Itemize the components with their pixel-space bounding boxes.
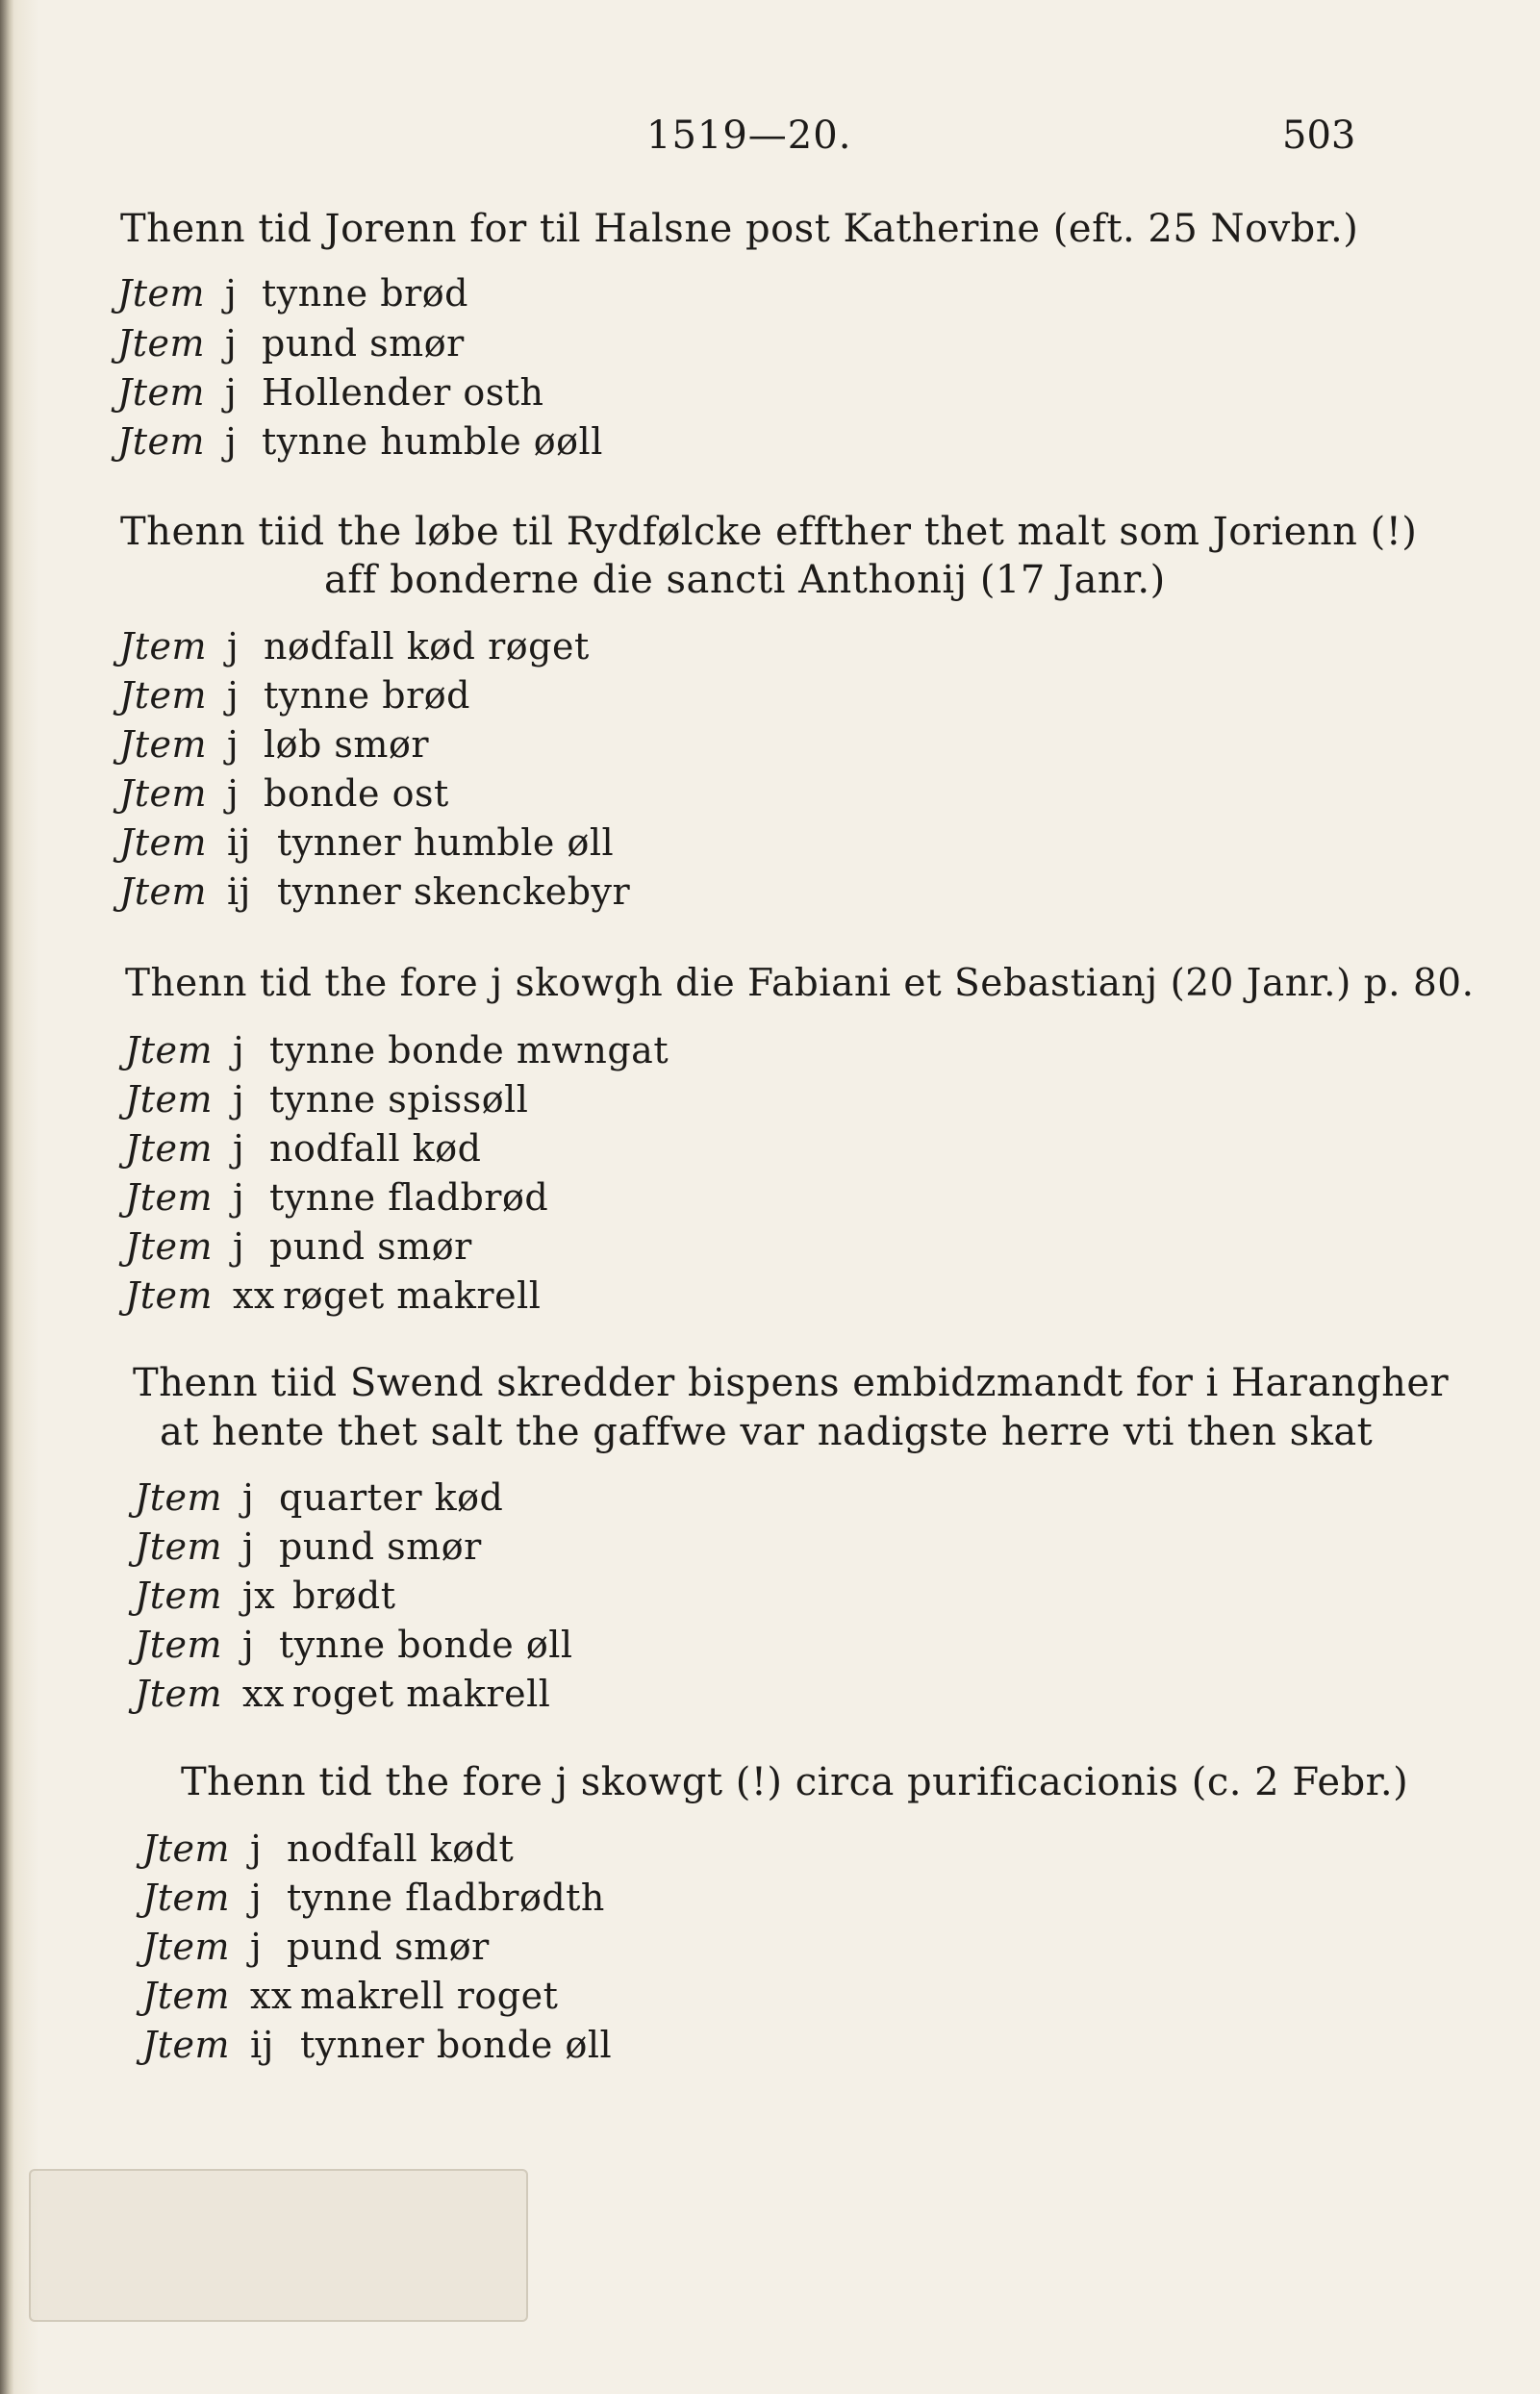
list-item: Jtem j tynne fladbrød	[125, 1176, 549, 1219]
list-item: Jtem xx røget makrell	[125, 1274, 542, 1317]
list-item: Jtem j pund smør	[135, 1525, 482, 1568]
list-item: Jtem ij tynner bonde øll	[142, 2024, 613, 2066]
list-item: Jtem jx brødt	[135, 1575, 396, 1617]
list-item: Jtem ij tynner humble øll	[119, 821, 615, 864]
book-spine-edge	[0, 0, 13, 2394]
list-item: Jtem j Hollender osth	[117, 371, 544, 414]
list-item: Jtem xx makrell roget	[142, 1975, 559, 2017]
section-heading: Thenn tid the fore j skowgh die Fabiani et Sebastianj (20 Janr.) p. 80.	[125, 962, 1475, 1005]
list-item: Jtem j nodfall kød	[125, 1127, 482, 1170]
list-item: Jtem j tynne spissøll	[125, 1078, 529, 1121]
page-number: 503	[1282, 113, 1356, 158]
list-item: Jtem j pund smør	[125, 1225, 472, 1268]
list-item: Jtem j nodfall kødt	[142, 1827, 515, 1870]
list-item: Jtem j tynne bonde mwngat	[125, 1029, 669, 1071]
list-item: Jtem j quarter kød	[135, 1476, 504, 1519]
section-heading: Thenn tiid the løbe til Rydfølcke effther thet malt som Jorienn (!)	[120, 510, 1418, 554]
list-item: Jtem j tynne brød	[119, 674, 470, 717]
list-item: Jtem j tynne humble øøll	[117, 420, 603, 463]
list-item: Jtem j tynne brød	[117, 272, 468, 315]
running-head: 1519—20.	[646, 113, 852, 158]
section-heading: Thenn tid the fore j skowgt (!) circa purificacionis (c. 2 Febr.)	[181, 1760, 1409, 1804]
list-item: Jtem j nødfall kød røget	[119, 625, 590, 668]
page-header	[0, 113, 1540, 171]
list-item: Jtem j pund smør	[142, 1926, 490, 1968]
section-heading: Thenn tid Jorenn for til Halsne post Katherine (eft. 25 Novbr.)	[120, 207, 1359, 251]
list-item: Jtem j tynne bonde øll	[135, 1624, 573, 1666]
list-item: Jtem j bonde ost	[119, 772, 449, 815]
list-item: Jtem ij tynner skenckebyr	[119, 870, 631, 913]
section-heading: Thenn tiid Swend skredder bispens embidzmandt for i Harangher	[133, 1361, 1450, 1405]
list-item: Jtem xx roget makrell	[135, 1673, 551, 1715]
paper-stain	[29, 2169, 528, 2322]
list-item: Jtem j løb smør	[119, 723, 430, 766]
list-item: Jtem j tynne fladbrødth	[142, 1877, 605, 1919]
list-item: Jtem j pund smør	[117, 322, 465, 365]
section-heading-continued: aff bonderne die sancti Anthonij (17 Janr.)	[324, 558, 1166, 602]
section-heading-continued: at hente thet salt the gaffwe var nadigste herre vti then skat	[160, 1410, 1374, 1454]
